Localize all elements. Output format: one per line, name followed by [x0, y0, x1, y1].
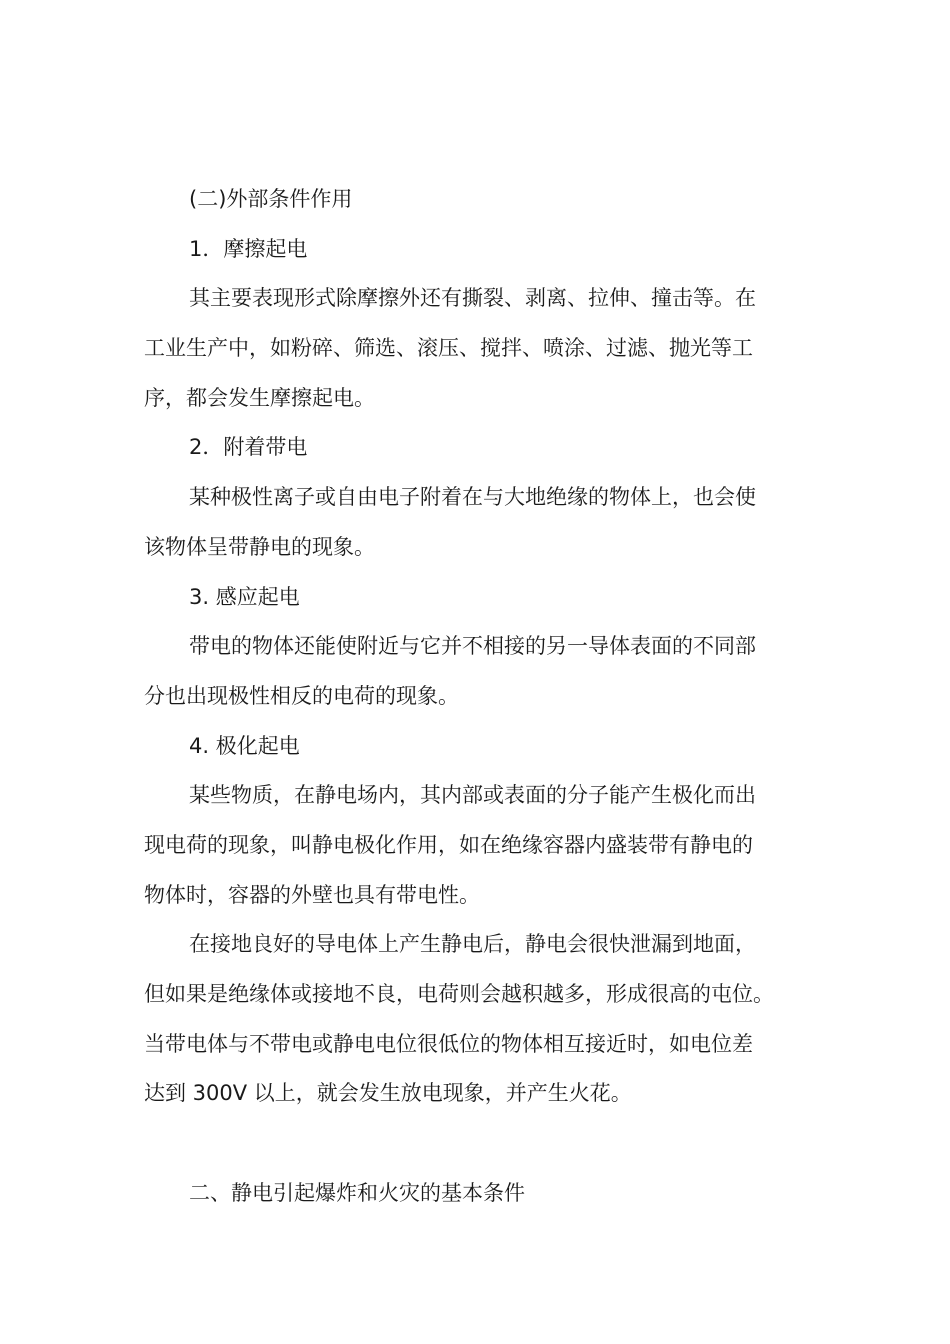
paragraph-line: 现电荷的现象，叫静电极化作用，如在绝缘容器内盛装带有静电的 — [144, 832, 753, 857]
section-heading: 二、静电引起爆炸和火灾的基本条件 — [189, 1180, 525, 1205]
blank-line — [144, 1119, 814, 1169]
paragraph-line: 在接地良好的导电体上产生静电后，静电会很快泄漏到地面， — [189, 932, 756, 957]
paragraph-line: 带电的物体还能使附近与它并不相接的另一导体表面的不同部 — [189, 634, 756, 659]
paragraph-line: 但如果是绝缘体或接地不良，电荷则会越积越多，形成很高的屯位。 — [144, 982, 774, 1006]
item-heading-polarization-charging: 4. 极化起电 — [189, 733, 300, 758]
paragraph-line: 某些物质，在静电场内，其内部或表面的分子能产生极化而出 — [189, 783, 756, 808]
paragraph-line: 工业生产中，如粉碎、筛选、滚压、搅拌、喷涂、过滤、抛光等工 — [144, 336, 753, 361]
paragraph-line: 该物体呈带静电的现象。 — [144, 534, 375, 559]
item-heading-attachment-charging: 2．附着带电 — [189, 435, 308, 460]
item-heading-friction-charging: 1．摩擦起电 — [189, 236, 308, 261]
item-heading-induction-charging: 3. 感应起电 — [189, 584, 300, 609]
document-body — [144, 175, 814, 1218]
paragraph-line: 物体时，容器的外壁也具有带电性。 — [144, 882, 480, 907]
paragraph-line: 某种极性离子或自由电子附着在与大地绝缘的物体上，也会使 — [189, 485, 756, 510]
paragraph-line: 达到 300V 以上，就会发生放电现象，并产生火花。 — [144, 1081, 632, 1106]
paragraph-line: 分也出现极性相反的电荷的现象。 — [144, 683, 459, 708]
paragraph-line: 序，都会发生摩擦起电。 — [144, 385, 375, 410]
subsection-heading-external-conditions: (二)外部条件作用 — [189, 187, 353, 211]
paragraph-line: 当带电体与不带电或静电电位很低位的物体相互接近时，如电位差 — [144, 1031, 753, 1056]
paragraph-line: 其主要表现形式除摩擦外还有撕裂、剥离、拉伸、撞击等。在 — [189, 286, 756, 311]
